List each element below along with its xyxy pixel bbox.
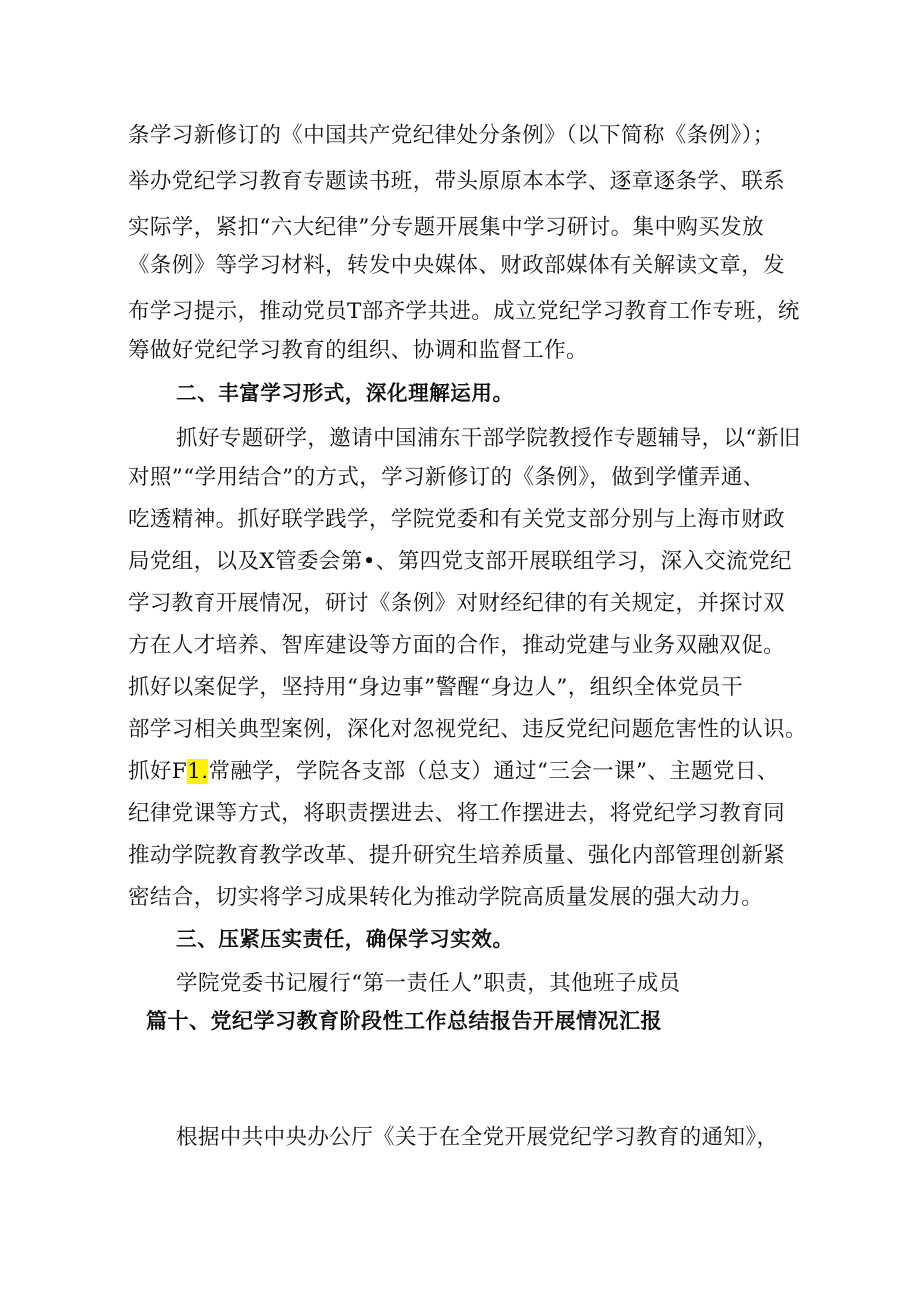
paragraph-line: 抓好专题研学，邀请中国浦东干部学院教授作专题辅导，以“新旧 — [176, 426, 801, 451]
paragraph-line: 推动学院教育教学改革、提升研究生培养质量、强化内部管理创新紧 — [128, 843, 786, 868]
paragraph-line: 吃透精神。抓好联学践学，学院党委和有关党支部分别与上海市财政 — [128, 507, 786, 532]
paragraph-line: 纪律党课等方式，将职责摆进去、将工作摆进去，将党纪学习教育同 — [128, 801, 786, 826]
section-heading: 三、压紧压实责任，确保学习实效。 — [176, 927, 514, 951]
paragraph-line: 学院党委书记履行“第一责任人”职责，其他班子成员 — [176, 971, 681, 996]
paragraph-line: 根据中共中央办公厅《关于在全党开展党纪学习教育的通知》， — [176, 1125, 779, 1150]
paragraph-line: 密结合，切实将学习成果转化为推动学院高质量发展的强大动力。 — [128, 885, 764, 910]
text-fragment: 常融学，学院各支部（总支）通过“三会一课”、主题党日、 — [208, 759, 779, 784]
paragraph-line: 部学习相关典型案例，深化对忽视党纪、违反党纪问题危害性的认识。 — [128, 717, 807, 742]
section-title: 篇十、党纪学习教育阶段性工作总结报告开展情况汇报 — [146, 1009, 662, 1033]
highlight-mark: 1. — [187, 759, 209, 784]
paragraph-line: 《条例》等学习材料，转发中央媒体、财政部媒体有关解读文章，发 — [128, 253, 786, 278]
paragraph-line: 实际学，紧扣“六大纪律”分专题开展集中学习研讨。集中购买发放 — [128, 215, 764, 240]
text-fragment: 抓好F — [128, 759, 188, 784]
paragraph-line: 条学习新修订的《中国共产党纪律处分条例》（以下简称《条例》）； — [128, 123, 775, 148]
paragraph-line: 对照”“学用结合”的方式，学习新修订的《条例》，做到学懂弄通、 — [128, 465, 765, 490]
paragraph-line: 抓好以案促学，坚持用“身边事”警醒“身边人”，组织全体党员干 — [128, 675, 743, 700]
paragraph-line: 筹做好党纪学习教育的组织、协调和监督工作。 — [128, 338, 588, 363]
section-heading: 二、丰富学习形式，深化理解运用。 — [176, 381, 514, 405]
paragraph-line: 局党组，以及X管委会第•、第四党支部开展联组学习，深入交流党纪 — [128, 549, 792, 574]
paragraph-line: 方在人才培养、智库建设等方面的合作，推动党建与业务双融双促。 — [128, 633, 786, 658]
paragraph-line-highlighted — [128, 757, 808, 787]
paragraph-line: 布学习提示，推动党员T部齐学共进。成立党纪学习教育工作专班，统 — [128, 299, 800, 324]
paragraph-line: 举办党纪学习教育专题读书班，带头原原本本学、逐章逐条学、联系 — [128, 169, 786, 194]
paragraph-line: 学习教育开展情况，研讨《条例》对财经纪律的有关规定，并探讨双 — [128, 591, 786, 616]
